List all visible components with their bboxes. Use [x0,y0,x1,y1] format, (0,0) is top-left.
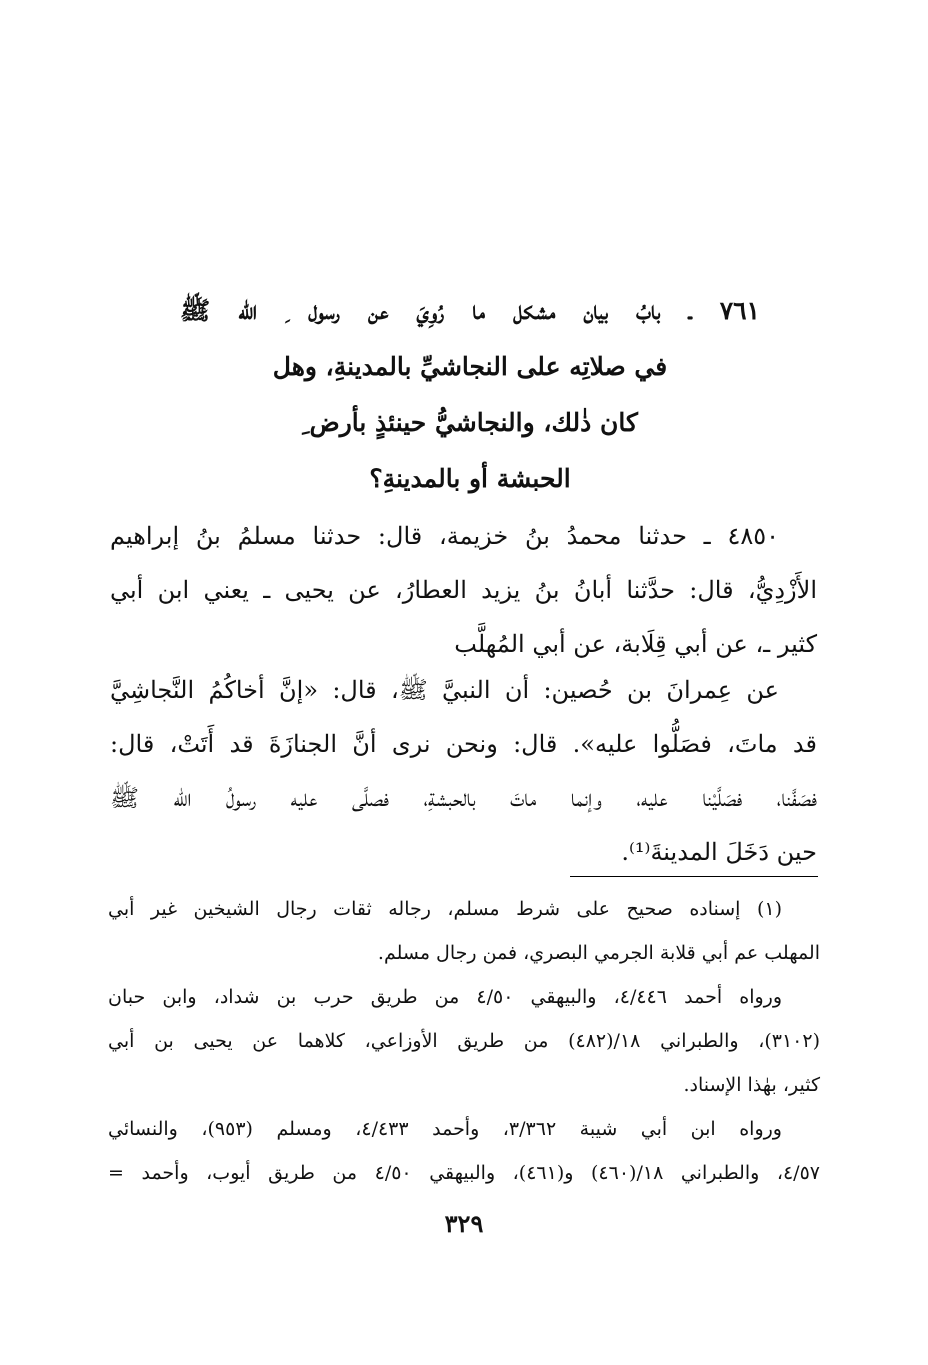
footnote-line: كثير، بهٰذا الإسناد. [683,1074,820,1096]
chapter-heading-line: في صلاتِه على النجاشيِّ بالمدينةِ، وهل [272,352,668,381]
footnote-divider [570,876,818,877]
chapter-heading-line: الحبشة أو بالمدينةِ؟ [369,464,571,493]
footnote-line: ورواه ابن أبي شيبة ٣/٣٦٢، وأحمد ٤/٤٣٣، ومسلم (٩٥٣)، والنسائي [108,1118,782,1140]
footnote-line: ٤/٥٧، والطبراني ١٨/(٤٦٠) و(٤٦١)، والبيهقي ٤/٥٠ من طريق أيوب، وأحمد = [108,1162,820,1184]
text-line: حين دَخَلَ المدينةَ⁽¹⁾. [621,838,817,866]
footnote-line: المهلب عم أبي قلابة الجرمي البصري، فمن رجال مسلم. [377,942,820,964]
chapter-heading [180,283,760,507]
hadith-chain-paragraph [110,509,817,671]
page-number: ٣٢٩ [444,1209,484,1238]
footnote-line: ورواه أحمد ٤/٤٤٦، والبيهقي ٤/٥٠ من طريق حرب بن شداد، وابن حبان [108,986,782,1008]
footnote-paragraph [108,1107,820,1195]
text-line: فصَفَّنا، فصَلَّيْنا عليه، وإنما ماتَ بالحبشةِ، فصلَّى عليه رسولُ الله ﷺ [110,784,817,812]
text-line: قد ماتَ، فصَلُّوا عليه». قال: ونحن نرى أنَّ الجنازَةَ قد أَتَتْ، قال: [110,730,817,758]
chapter-heading-line: كان ذٰلك، والنجاشيُّ حينئذٍ بأرض ِ [302,408,638,437]
footnote-line: (١) إسناده صحيح على شرط مسلم، رجاله ثقات رجال الشيخين غير أبي [108,898,782,920]
hadith-text-paragraph [110,663,817,879]
text-line: ٤٨٥٠ ـ حدثنا محمدُ بنُ خزيمة، قال: حدثنا مسلمُ بنُ إبراهيم [110,522,779,550]
text-line: الأَزْدِيُّ، قال: حدَّثنا أبانُ بنُ يزيد العطارُ، عن يحيى ـ يعني ابن أبي [110,576,817,604]
text-line: كثير ـ، عن أبي قِلَابة، عن أبي المُهلَّب [454,630,817,658]
footnote-paragraph [108,887,820,975]
footnote-line: (٣١٠٢)، والطبراني ١٨/(٤٨٢) من طريق الأوزاعي، كلاهما عن يحيى بن أبي [108,1030,820,1052]
text-line: عن عِمرانَ بن حُصين: أن النبيَّ ﷺ، قال: «إنَّ أخاكُمُ النَّجاشِيَّ [110,676,779,704]
footnote-paragraph [108,975,820,1107]
chapter-heading-line: ٧٦١ ـ بابُ بيان مشكل ما رُوِيَ عن رسول ِ الله ﷺ [180,296,760,325]
